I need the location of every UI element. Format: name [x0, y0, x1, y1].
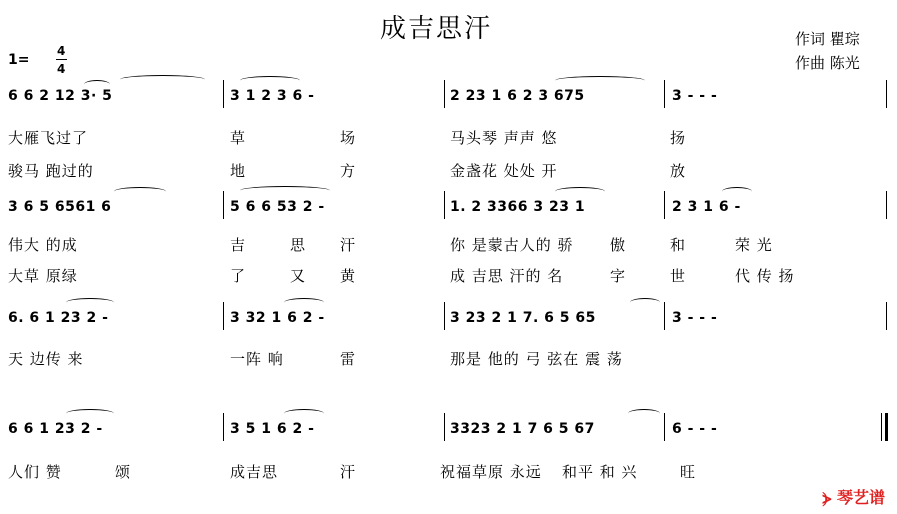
- slur: [630, 298, 660, 307]
- barline: [886, 302, 887, 330]
- final-barline-thick: [885, 413, 888, 441]
- lyric: 荣 光: [735, 236, 773, 254]
- lyric: 成吉思: [230, 463, 279, 481]
- key-signature: 1=: [8, 52, 30, 68]
- lyric: 那是 他的 弓 弦在 震 荡: [450, 350, 623, 368]
- slur: [240, 76, 300, 85]
- lyric: 成 吉思 汗的 名: [450, 267, 564, 285]
- time-signature-top: 4: [57, 44, 66, 58]
- measure: 3323 2 1 7 6 5 67: [450, 421, 595, 437]
- slur: [66, 409, 114, 418]
- barline: [444, 302, 445, 330]
- lyric: 方: [340, 162, 357, 180]
- lyric: 人们 赞: [8, 463, 62, 481]
- lyricist-credit: 作词 瞿琮: [795, 30, 860, 48]
- lyric: 一阵 响: [230, 350, 284, 368]
- composer-credit: 作曲 陈光: [795, 54, 860, 72]
- lyric: 大草 原绿: [8, 267, 78, 285]
- barline: [223, 80, 224, 108]
- barline: [223, 302, 224, 330]
- lyric: 天 边传 来: [8, 350, 84, 368]
- measure: 3 23 2 1 7. 6 5 65: [450, 310, 596, 326]
- measure: 3 32 1 6 2 -: [230, 310, 325, 326]
- slur: [84, 80, 110, 89]
- lyric: 了: [230, 267, 247, 285]
- lyric: 颂: [115, 463, 132, 481]
- lyric: 汗: [340, 236, 357, 254]
- slur: [114, 187, 166, 196]
- lyric: 旺: [680, 463, 697, 481]
- lyric: 傲: [610, 236, 627, 254]
- lyric: 汗: [340, 463, 357, 481]
- barline: [886, 191, 887, 219]
- measure: 6 6 1 23 2 -: [8, 421, 103, 437]
- barline: [664, 413, 665, 441]
- slur: [120, 75, 205, 84]
- slur: [66, 298, 114, 307]
- lyric: 思: [290, 236, 307, 254]
- measure: 3 6 5 6561 6: [8, 199, 112, 215]
- measure: 5 6 6 53 2 -: [230, 199, 325, 215]
- barline: [664, 302, 665, 330]
- measure: 3 - - -: [672, 88, 718, 104]
- measure: 6 6 2 12 3· 5: [8, 88, 113, 104]
- lyric: 场: [340, 129, 357, 147]
- slur: [284, 409, 324, 418]
- time-signature-line: [56, 59, 67, 60]
- lyric: 和平 和 兴: [562, 463, 638, 481]
- logo-icon: ⦔: [822, 488, 832, 507]
- barline: [664, 80, 665, 108]
- measure: 3 - - -: [672, 310, 718, 326]
- slur: [555, 187, 605, 196]
- lyric: 和: [670, 236, 687, 254]
- measure: 3 1 2 3 6 -: [230, 88, 315, 104]
- watermark-text: 琴艺谱: [836, 488, 885, 507]
- lyric: 大雁飞过了: [8, 129, 89, 147]
- song-title: 成吉思汗: [380, 14, 493, 44]
- lyric: 祝福草原 永远: [440, 463, 542, 481]
- lyric: 金盏花 处处 开: [450, 162, 558, 180]
- lyric: 草: [230, 129, 247, 147]
- barline: [664, 191, 665, 219]
- lyric: 代 传 扬: [735, 267, 795, 285]
- barline: [444, 80, 445, 108]
- slur: [722, 187, 752, 196]
- lyric: 吉: [230, 236, 247, 254]
- measure: 2 23 1 6 2 3 675: [450, 88, 585, 104]
- barline: [886, 80, 887, 108]
- lyric: 骏马 跑过的: [8, 162, 94, 180]
- watermark-logo: [822, 485, 885, 508]
- lyric: 你 是蒙古人的 骄: [450, 236, 574, 254]
- slur: [284, 298, 324, 307]
- measure: 6. 6 1 23 2 -: [8, 310, 109, 326]
- barline: [444, 413, 445, 441]
- time-signature-bottom: 4: [57, 62, 66, 76]
- measure: 1. 2 3366 3 23 1: [450, 199, 586, 215]
- slur: [628, 409, 660, 418]
- lyric: 伟大 的成: [8, 236, 78, 254]
- lyric: 黄: [340, 267, 357, 285]
- lyric: 又: [290, 267, 307, 285]
- measure: 2 3 1 6 -: [672, 199, 741, 215]
- barline: [223, 413, 224, 441]
- slur: [555, 76, 645, 85]
- measure: 6 - - -: [672, 421, 718, 437]
- slur: [240, 186, 330, 195]
- lyric: 扬: [670, 129, 687, 147]
- lyric: 马头琴 声声 悠: [450, 129, 558, 147]
- barline: [444, 191, 445, 219]
- lyric: 世: [670, 267, 687, 285]
- lyric: 雷: [340, 350, 357, 368]
- final-barline: [881, 413, 882, 441]
- barline: [223, 191, 224, 219]
- measure: 3 5 1 6 2 -: [230, 421, 315, 437]
- lyric: 地: [230, 162, 247, 180]
- lyric: 字: [610, 267, 627, 285]
- lyric: 放: [670, 162, 687, 180]
